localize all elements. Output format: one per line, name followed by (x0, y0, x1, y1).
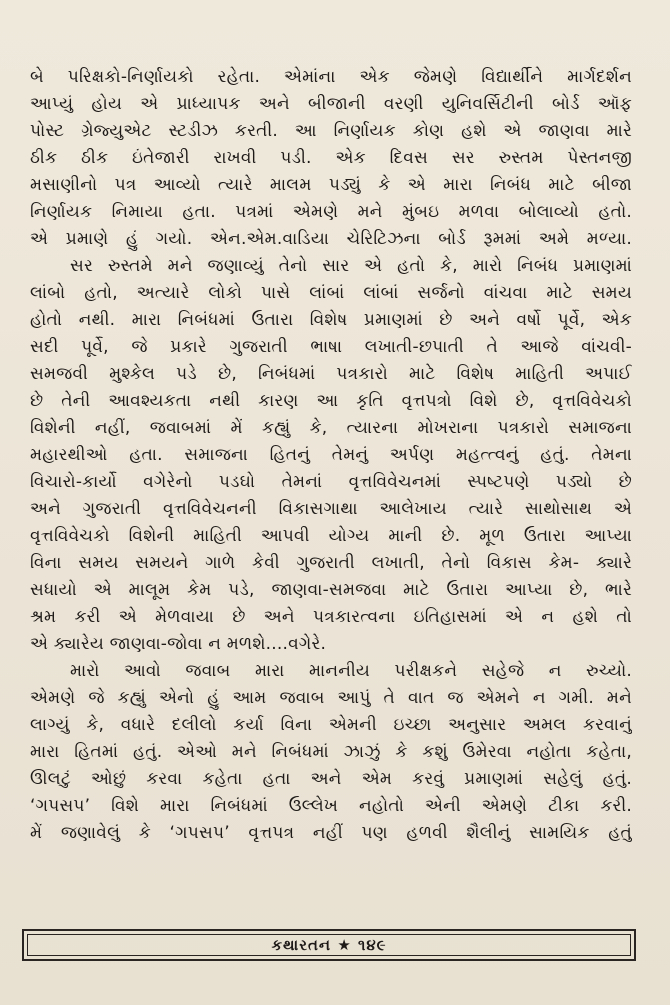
text-line: હોતો નથી. મારા નિબંધમાં ઉતારા વિશેષ પ્રમાણમાં છે અને વર્ષો પૂર્વે, એક (30, 310, 632, 330)
text-line: ‘ગપસપ’ વિશે મારા નિબંધમાં ઉલ્લેખ નહોતો એની એમણે ટીકા કરી. (30, 796, 632, 816)
text-line: બે પરિક્ષકો-નિર્ણાયકો રહેતા. એમાંના એક જેમણે વિદ્યાર્થીને માર્ગદર્શન (30, 67, 632, 87)
text-line: સધાયો એ માલૂમ કેમ પડે, જાણવા-સમજવા માટે ઉતારા આપ્યા છે, ભારે (30, 580, 632, 600)
paragraph-end-line: એ ક્યારેય જાણવા-જોવા ન મળશે....વગેરે. (30, 634, 327, 654)
text-line: સદી પૂર્વે, જે પ્રકારે ગુજરાતી ભાષા લખાતી-છપાતી તે આજે વાંચવી- (30, 337, 632, 357)
text-line: છે તેની આવશ્યકતા નથી કારણ આ કૃતિ વૃત્તપત્રો વિશે છે, વૃત્તવિવેચકો (30, 391, 632, 411)
text-line: વિશેની નહીં, જવાબમાં મેં કહ્યું કે, ત્યારના મોખરાના પત્રકારો સમાજના (30, 418, 632, 438)
text-line: ઊલટું ઓછું કરવા કહેતા હતા અને એમ કરવું પ્રમાણમાં સહેલું હતું. (30, 769, 632, 789)
text-line: સમજવી મુશ્કેલ પડે છે, નિબંધમાં પત્રકારો માટે વિશેષ માહિતી અપાઈ (30, 364, 632, 384)
page-footer-box (22, 929, 636, 961)
footer-page-label: કથારતન ★ ૧૪૯ (271, 936, 387, 954)
text-line: નિર્ણાયક નિમાયા હતા. પત્રમાં એમણે મને મુંબઇ મળવા બોલાવ્યો હતો. (30, 202, 632, 222)
text-line: પોસ્ટ ગ્રેજ્યુએટ સ્ટડીઝ કરતી. આ નિર્ણાયક કોણ હશે એ જાણવા મારે (30, 121, 632, 141)
text-line: મેં જણાવેલું કે ‘ગપસપ’ વૃત્તપત્ર નહીં પણ હળવી શૈલીનું સામયિક હતું (30, 823, 632, 843)
paragraph-start-line: સર રુસ્તમે મને જણાવ્યું તેનો સાર એ હતો કે, મારો નિબંધ પ્રમાણમાં (70, 256, 632, 276)
text-line: મહારથીઓ હતા. સમાજના હિતનું તેમનું અર્પણ મહત્ત્વનું હતું. તેમના (30, 445, 632, 465)
text-line: વિના સમય સમયને ગાળે કેવી ગુજરાતી લખાતી, તેનો વિકાસ કેમ- ક્યારે (30, 553, 632, 573)
body-text (30, 64, 632, 847)
text-line: આપ્યું હોય એ પ્રાધ્યાપક અને બીજાની વરણી યુનિવર્સિટીની બોર્ડ ઑફ (30, 94, 632, 114)
paragraph-start-line: મારો આવો જવાબ મારા માનનીય પરીક્ષકને સહેજે ન રુચ્યો. (70, 661, 632, 681)
text-line: મારા હિતમાં હતું. એઓ મને નિબંધમાં ઝાઝું કે કશું ઉમેરવા નહોતા કહેતા, (30, 742, 632, 762)
text-line: વૃત્તવિવેચકો વિશેની માહિતી આપવી યોગ્ય માની છે. મૂળ ઉતારા આપ્યા (30, 526, 632, 546)
text-line: લાંબો હતો, અત્યારે લોકો પાસે લાંબાં લાંબાં સર્જનો વાંચવા માટે સમય (30, 283, 632, 303)
text-line: મસાણીનો પત્ર આવ્યો ત્યારે માલમ પડ્યું કે એ મારા નિબંધ માટે બીજા (30, 175, 632, 195)
text-line: શ્રમ કરી એ મેળવાયા છે અને પત્રકારત્વના ઇતિહાસમાં એ ન હશે તો (30, 607, 632, 627)
text-line: વિચારો-કાર્યો વગેરેનો પડઘો તેમનાં વૃત્તવિવેચનમાં સ્પષ્ટપણે પડ્યો છે (30, 472, 632, 492)
text-line: એમણે જે કહ્યું એનો હું આમ જવાબ આપું તે વાત જ એમને ન ગમી. મને (30, 688, 632, 708)
text-line: અને ગુજરાતી વૃત્તવિવેચનની વિકાસગાથા આલેખાય ત્યારે સાથોસાથ એ (30, 499, 632, 519)
text-line: લાગ્યું કે, વધારે દલીલો કર્યા વિના એમની ઇચ્છા અનુસાર અમલ કરવાનું (30, 715, 632, 735)
text-line: એ પ્રમાણે હું ગયો. એન.એમ.વાડિયા ચેરિટિઝના બોર્ડ રૂમમાં અમે મળ્યા. (30, 229, 632, 249)
text-line: ઠીક ઠીક ઇંતેજારી રાખવી પડી. એક દિવસ સર રુસ્તમ પેસ્તનજી (30, 148, 632, 168)
